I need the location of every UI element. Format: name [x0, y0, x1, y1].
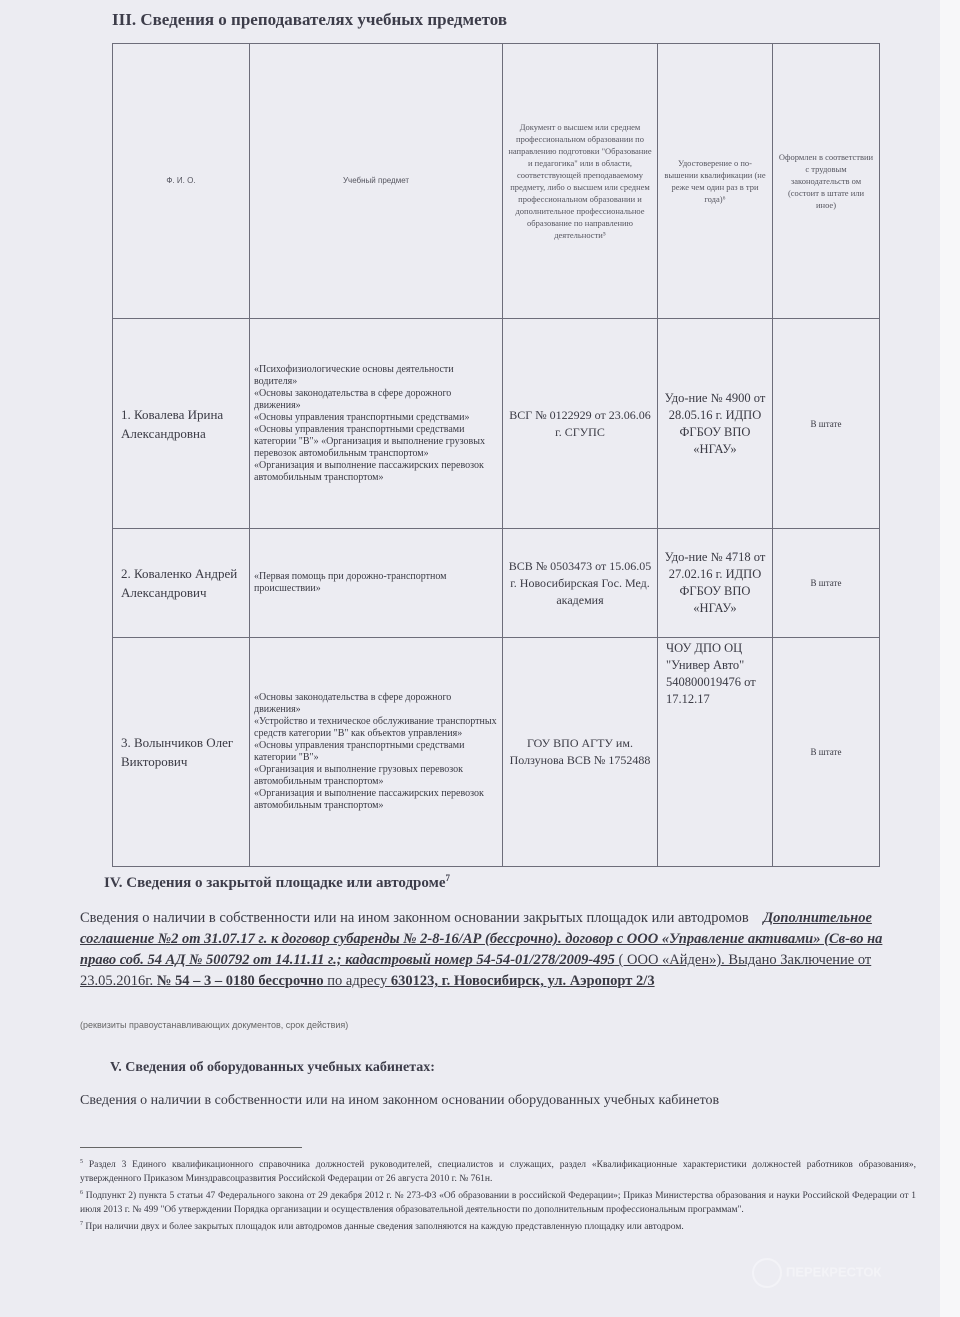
footnote: [80, 1217, 916, 1234]
subject-item: «Организация и выполнение пассажирских перевозок автомобильным транспортом»: [254, 459, 484, 483]
subject-item: «Организация и выполнение пассажирских перевозок автомобильным транспортом»: [254, 788, 484, 811]
section-5-intro: Сведения о наличии в собственности или на ином законном основании оборудованных учебных кабинетов: [80, 1093, 720, 1108]
teacher-name: 1. Ковалева Ирина Александровна: [113, 319, 250, 529]
employment-status: В штате: [773, 638, 880, 867]
education-doc: ГОУ ВПО АГТУ им. Ползунова ВСВ № 1752488: [503, 638, 658, 867]
education-doc: ВСГ № 0122929 от 23.06.06 г. СГУПС: [503, 319, 658, 529]
teacher-subjects: [250, 638, 503, 867]
section-4-title: [104, 873, 450, 892]
conclusion-number: № 54 – 3 – 0180 бессрочно: [156, 973, 324, 989]
footnote-separator: [80, 1147, 302, 1148]
footnote-text: Подпункт 2) пункта 5 статьи 47 Федерального закона от 29 декабря 2012 г. № 273-ФЗ «Об образовании в российской Федерации»; Приказ Министерства образования и науки Российской Федерации от 1 июля 2013 г. № 499 "Об утверждении Порядка организации и осуществления образовательной деятельности по дополнительным профессиональным программам".: [80, 1191, 916, 1216]
subject-item: «Основы управления транспортными средствами» «Основы управления транспортными средствами категории "В"» «Организация и выполнение грузовых перевозок автомобильным транспортом»: [254, 411, 485, 459]
employment-status: В штате: [773, 529, 880, 638]
header-subject: Учебный предмет: [250, 44, 503, 319]
header-name: Ф. И. О.: [113, 44, 250, 319]
footnotes: [80, 1155, 916, 1234]
watermark-logo-icon: [752, 1258, 782, 1288]
teacher-name: 2. Коваленко Андрей Александрович: [113, 529, 250, 638]
teacher-name: 3. Волынчиков Олег Викторович: [113, 638, 250, 867]
header-status: Оформлен в соответствии с трудовым законодательств ом (состоит в штате или иное): [773, 44, 880, 319]
footnote-ref: 7: [445, 873, 450, 883]
section-4-title-text: IV. Сведения о закрытой площадке или автодроме: [104, 875, 446, 891]
watermark: [752, 1258, 881, 1288]
footnote-number: 6: [80, 1190, 83, 1197]
section-4-paragraph: [80, 908, 900, 992]
address: 630123, г. Новосибирск, ул. Аэропорт 2/3: [390, 973, 655, 989]
section-5-title: V. Сведения об оборудованных учебных кабинетах:: [110, 1060, 435, 1075]
subject-item: «Первая помощь при дорожно-транспортном происшествии»: [254, 571, 447, 594]
subject-item: «Устройство и техническое обслуживание транспортных средств категории "В" как объектов управления»: [254, 716, 497, 739]
footnote-text: При наличии двух и более закрытых площадок или автодромов данные сведения заполняются на каждую представленную площадку или автодром.: [83, 1222, 684, 1233]
watermark-text: ПЕРЕКРЕСТОК: [786, 1264, 882, 1280]
footnote-text: Раздел 3 Единого квалификационного справочника должностей руководителей, специалистов и служащих, раздел «Квалификационные характеристики должностей работников образования», утвержденного Приказом Минздравсоцразвития Российской Федерации от 26 августа 2010 г. № 761н.: [80, 1160, 916, 1185]
table-header-row: [113, 44, 880, 319]
certificate: Удо-ние № 4718 от 27.02.16 г. ИДПО ФГБОУ ВПО «НГАУ»: [658, 529, 773, 638]
certificate: Удо-ние № 4900 от 28.05.16 г. ИДПО ФГБОУ ВПО «НГАУ»: [658, 319, 773, 529]
subject-item: «Психофизиологические основы деятельности водителя»: [254, 363, 454, 387]
section-4-intro: Сведения о наличии в собственности или на ином законном основании закрытых площадок или автодромов: [80, 910, 749, 926]
subject-item: «Основы законодательства в сфере дорожного движения»: [254, 387, 452, 411]
footnote-number: 5: [80, 1159, 83, 1165]
table-row: [113, 638, 880, 867]
teachers-table: [112, 43, 880, 867]
header-education-doc: Документ о высшем или среднем профессиональном образовании по направлению подготовки "Образование и педагогика" или в области, соответствующей преподаваемому предмету, либо о высшем или среднем профессиональном образовании и дополнительное профессиональное образование по направлению деятельности⁵: [503, 44, 658, 319]
address-prefix: по адресу: [323, 973, 391, 989]
footnote-number: 7: [80, 1221, 83, 1228]
education-doc: ВСВ № 0503473 от 15.06.05 г. Новосибирская Гос. Мед. академия: [503, 529, 658, 638]
certificate: ЧОУ ДПО ОЦ "Универ Авто" 540800019476 от 17.12.17: [658, 638, 773, 867]
teacher-subjects: [250, 319, 503, 529]
page-edge: [940, 0, 960, 1317]
owner-details: ( ООО «Айден»). Выдано Заключение от 23.05.2016г.: [80, 952, 872, 989]
teacher-subjects: [250, 529, 503, 638]
section-3-title: III. Сведения о преподавателях учебных предметов: [112, 10, 508, 29]
agreement-details: Дополнительное соглашение №2 от 31.07.17 г. к договор субаренды № 2-8-16/АР (бессрочно). договор с ООО «Управление активами» (Св-во на право соб. 54 АД № 500792 от 14.11.11 г.; кадастровый номер 54-54-01/278/2009-495: [80, 910, 883, 968]
table-row: [113, 319, 880, 529]
table-row: [113, 529, 880, 638]
subject-item: «Организация и выполнение грузовых перевозок автомобильным транспортом»: [254, 764, 464, 787]
employment-status: В штате: [773, 319, 880, 529]
header-certificate: Удостоверение о по-вышении квалификации (не реже чем один раз в три года)⁶: [658, 44, 773, 319]
subject-item: «Основы управления транспортными средствами категории "В"»: [254, 740, 465, 763]
subject-item: «Основы законодательства в сфере дорожного движения»: [254, 692, 452, 715]
footnote: [80, 1186, 916, 1217]
footnote: [80, 1155, 916, 1186]
section-4-caption: (реквизиты правоустанавливающих документов, срок действия): [80, 1020, 349, 1030]
